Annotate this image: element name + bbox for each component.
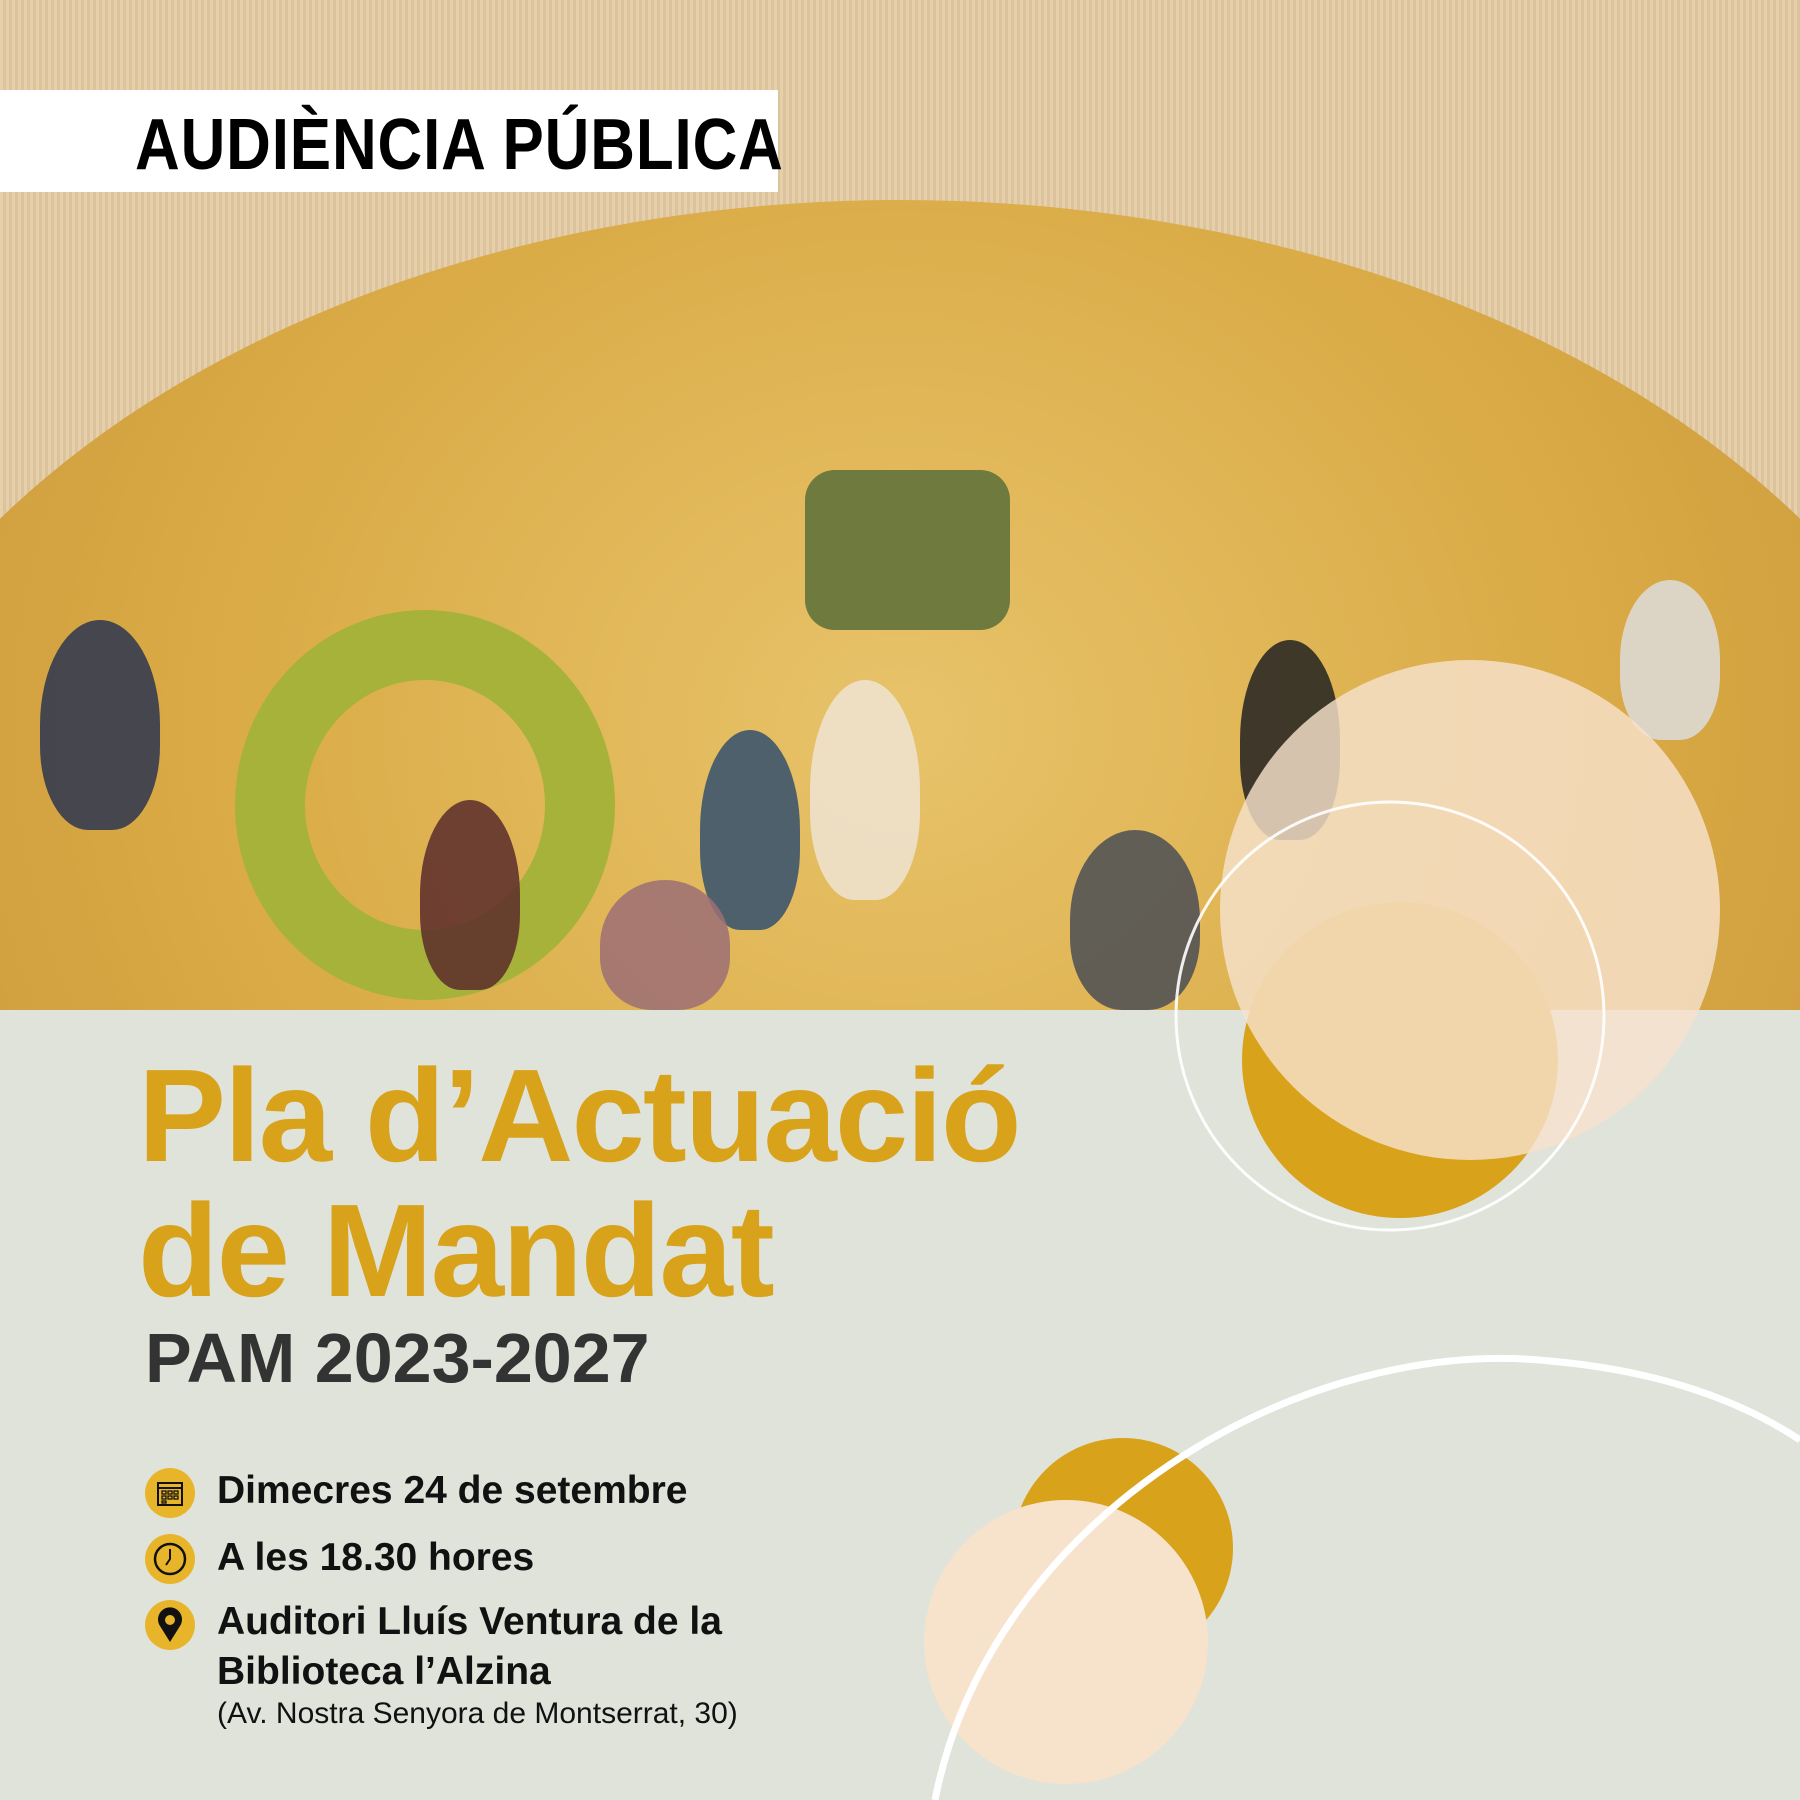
headline-line2: de Mandat — [138, 1177, 773, 1324]
time-icon-wrap — [145, 1534, 195, 1584]
calendar-icon — [145, 1468, 195, 1518]
place-line2: Biblioteca l’Alzina — [217, 1650, 551, 1693]
peach-circle-small — [924, 1500, 1208, 1784]
banner-label: AUDIÈNCIA PÚBLICA — [135, 105, 784, 185]
location-pin-icon — [145, 1600, 195, 1650]
subtitle: PAM 2023-2027 — [145, 1319, 650, 1397]
time-text: A les 18.30 hores — [217, 1536, 535, 1579]
place-icon-wrap — [145, 1600, 195, 1650]
clock-icon — [145, 1534, 195, 1584]
date-text: Dimecres 24 de setembre — [217, 1469, 688, 1512]
date-icon-wrap — [145, 1468, 195, 1518]
peach-circle — [1220, 660, 1720, 1160]
place-address: (Av. Nostra Senyora de Montserrat, 30) — [217, 1697, 738, 1730]
place-line1: Auditori Lluís Ventura de la — [217, 1600, 722, 1643]
headline-line1: Pla d’Actuació — [138, 1042, 1020, 1189]
